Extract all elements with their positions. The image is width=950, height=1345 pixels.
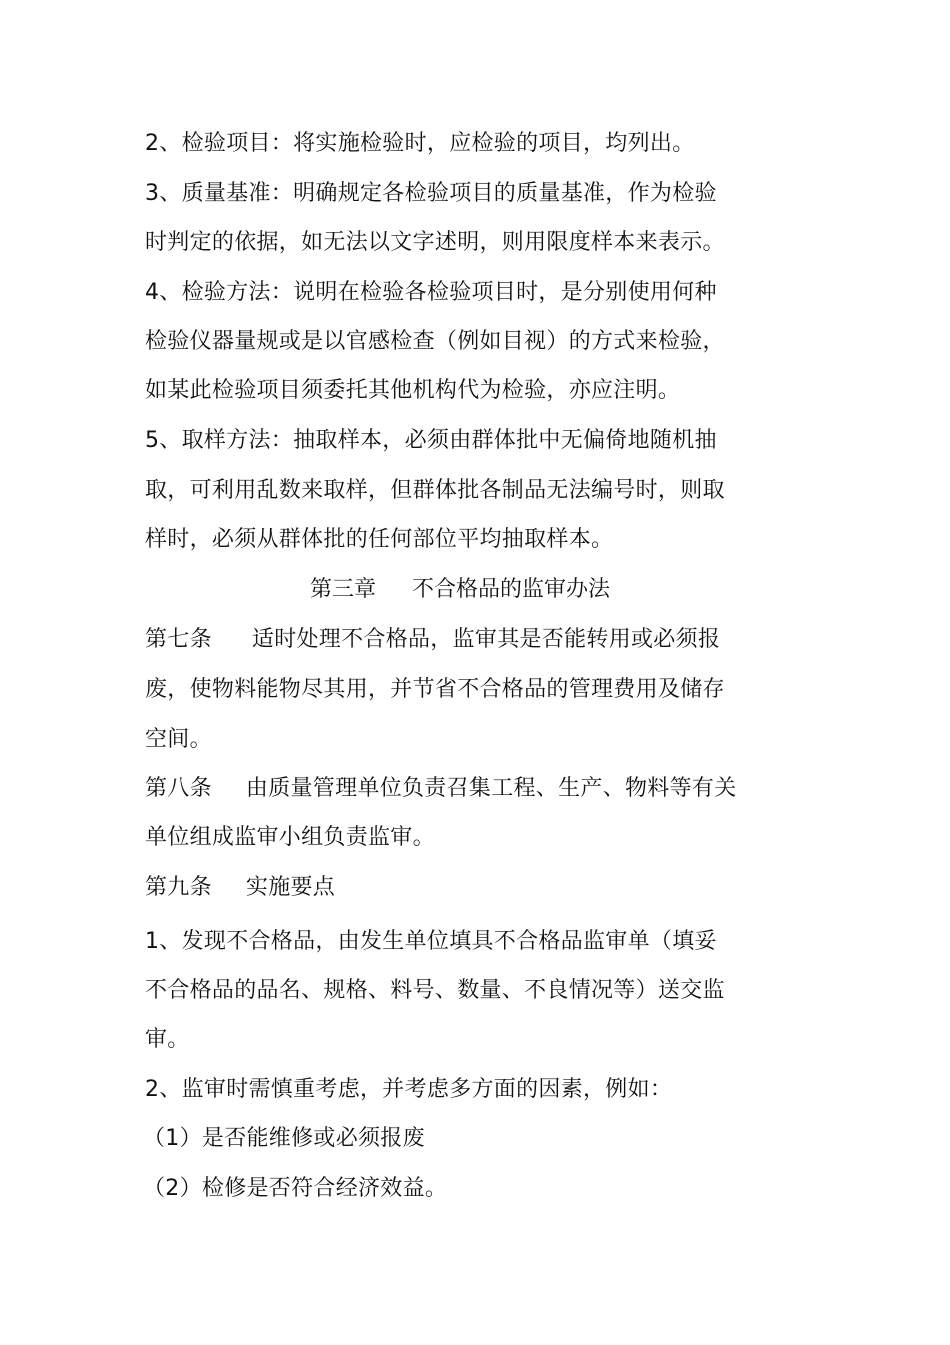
article-9-text: 实施要点 <box>245 875 336 900</box>
text-line: 空间。 <box>145 727 212 752</box>
text-line: 4、检验方法：说明在检验各检验项目时，是分别使用何种 <box>145 280 717 305</box>
text-line: （2）检修是否符合经济效益。 <box>143 1176 448 1201</box>
article-9 <box>145 873 335 903</box>
article-7 <box>145 625 720 655</box>
article-8-text: 由质量管理单位负责召集工程、生产、物料等有关 <box>245 776 737 801</box>
text-line: 废，使物料能物尽其用，并节省不合格品的管理费用及储存 <box>145 677 725 702</box>
text-line: （1）是否能维修或必须报废 <box>143 1126 425 1151</box>
text-line: 2、监审时需慎重考虑，并考虑多方面的因素，例如： <box>145 1077 673 1102</box>
article-8 <box>145 774 737 804</box>
text-line: 3、质量基准：明确规定各检验项目的质量基准，作为检验 <box>145 181 717 206</box>
text-line: 如某此检验项目须委托其他机构代为检验，亦应注明。 <box>145 378 681 403</box>
text-line: 单位组成监审小组负责监审。 <box>145 825 435 850</box>
chapter-title: 不合格品的监审办法 <box>412 577 611 602</box>
text-line: 不合格品的品名、规格、料号、数量、不良情况等）送交监 <box>145 978 725 1003</box>
text-line: 审。 <box>145 1027 190 1052</box>
text-line: 时判定的依据，如无法以文字述明，则用限度样本来表示。 <box>145 230 725 255</box>
text-line: 样时，必须从群体批的任何部位平均抽取样本。 <box>145 527 614 552</box>
article-7-label: 第七条 <box>145 627 212 652</box>
text-line: 1、发现不合格品，由发生单位填具不合格品监审单（填妥 <box>145 929 717 954</box>
article-9-label: 第九条 <box>145 875 212 900</box>
text-line: 5、取样方法：抽取样本，必须由群体批中无偏倚地随机抽 <box>145 428 717 453</box>
text-line: 取，可利用乱数来取样，但群体批各制品无法编号时，则取 <box>145 478 725 503</box>
text-line: 2、检验项目：将实施检验时，应检验的项目，均列出。 <box>145 131 695 156</box>
article-8-label: 第八条 <box>145 776 212 801</box>
text-line: 检验仪器量规或是以官感检查（例如目视）的方式来检验， <box>145 329 725 354</box>
article-7-text: 适时处理不合格品，监审其是否能转用或必须报 <box>251 627 721 652</box>
chapter-number: 第三章 <box>310 577 377 602</box>
chapter-heading <box>310 575 610 605</box>
